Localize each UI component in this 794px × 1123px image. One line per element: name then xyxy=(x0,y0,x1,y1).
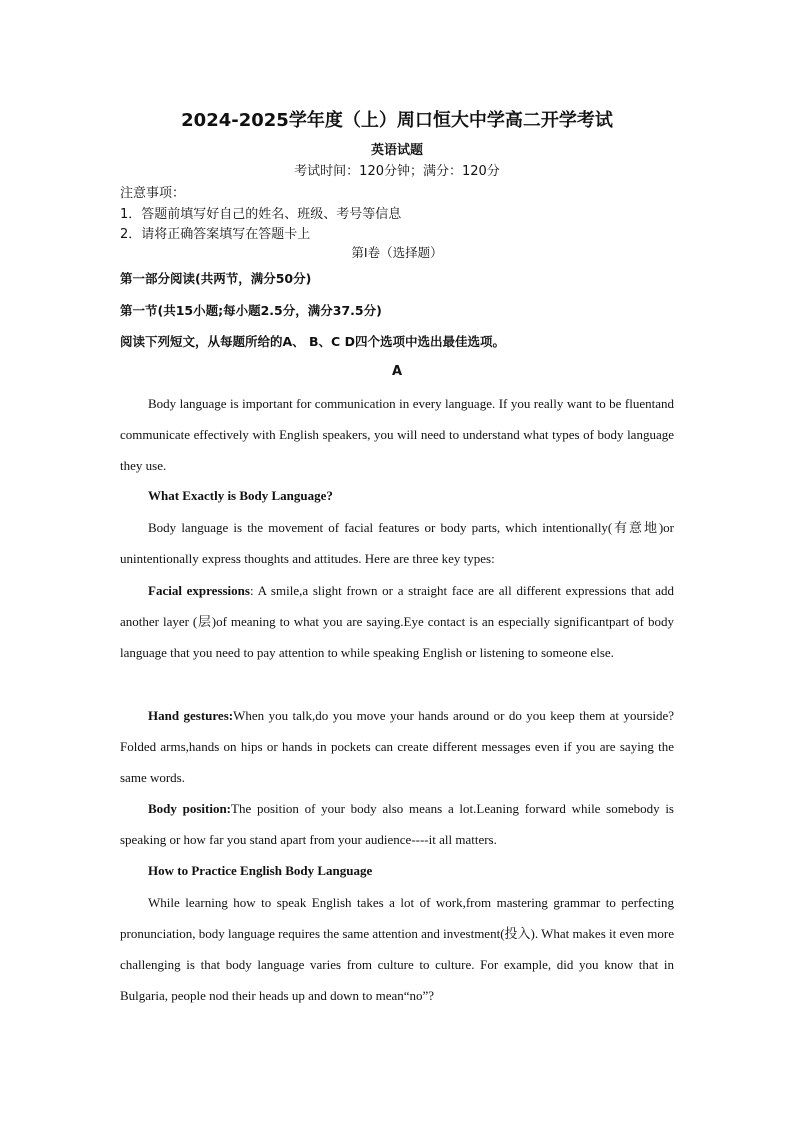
paragraph-text: The position of your body also means a lot.Leaning forward while somebody is speaking or how far you stand apart from your audience----it all matters. xyxy=(120,801,674,847)
notes-heading: 注意事项： xyxy=(120,186,186,201)
paragraph-label: Hand gestures: xyxy=(148,708,234,723)
volume-heading: 第I卷（选择题） xyxy=(351,245,443,260)
exam-info: 考试时间：120分钟；满分：120分 xyxy=(294,164,500,179)
part1-heading: 第一部分阅读(共两节，满分50分) xyxy=(120,271,312,286)
passage-letter: A xyxy=(391,364,403,379)
instructions: 阅读下列短文，从每题所给的A、 B、C D四个选项中选出最佳选项。 xyxy=(120,334,505,349)
paragraph-text: While learning how to speak English takes a lot of work,from mastering grammar to perfecting pronunciation, body language requires the same attention and investment(投入). What makes it even more challenging is that body language varies from culture to culture. For example, did you know that in Bulgaria, people nod their heads up and down to mean“no”? xyxy=(120,895,674,1003)
notes-item: 1．答题前填写好自己的姓名、班级、考号等信息 xyxy=(120,207,402,222)
passage-paragraph-2 xyxy=(120,512,674,574)
paragraph-label: Body position: xyxy=(148,801,232,816)
paragraph-text: Body language is important for communication in every language. If you really want to be fluentand communicate effectively with English speakers, you will need to understand what types of body language they use. xyxy=(120,396,674,473)
paragraph-text: When you talk,do you move your hands around or do you keep them at yourside?Folded arms,hands on hips or hands in pockets can create different messages even if you are saying the same words. xyxy=(120,708,675,785)
passage-paragraph-6 xyxy=(120,887,674,1011)
paragraph-text: : A smile,a slight frown or a straight face are all different expressions that add another layer (层)of meaning to what you are saying.Eye contact is an especially significantpart of body language that you need to pay attention to while speaking English or listening to someone else. xyxy=(120,583,674,660)
exam-title: 2024-2025学年度（上）周口恒大中学高二开学考试 xyxy=(181,110,613,131)
passage-paragraph-3 xyxy=(120,575,674,668)
passage-subheading-1: What Exactly is Body Language? xyxy=(148,488,333,503)
passage-paragraph-1 xyxy=(120,388,674,481)
section1-heading: 第一节(共15小题;每小题2.5分，满分37.5分) xyxy=(120,303,382,318)
passage-paragraph-5 xyxy=(120,793,674,855)
passage-subheading-2: How to Practice English Body Language xyxy=(148,863,373,878)
paragraph-label: Facial expressions xyxy=(148,583,250,598)
notes-item: 2．请将正确答案填写在答题卡上 xyxy=(120,227,311,242)
passage-paragraph-4 xyxy=(120,700,674,793)
exam-subtitle: 英语试题 xyxy=(370,143,423,158)
paragraph-text: Body language is the movement of facial features or body parts, which intentionally(有意地)or unintentionally express thoughts and attitudes. Here are three key types: xyxy=(120,520,674,566)
